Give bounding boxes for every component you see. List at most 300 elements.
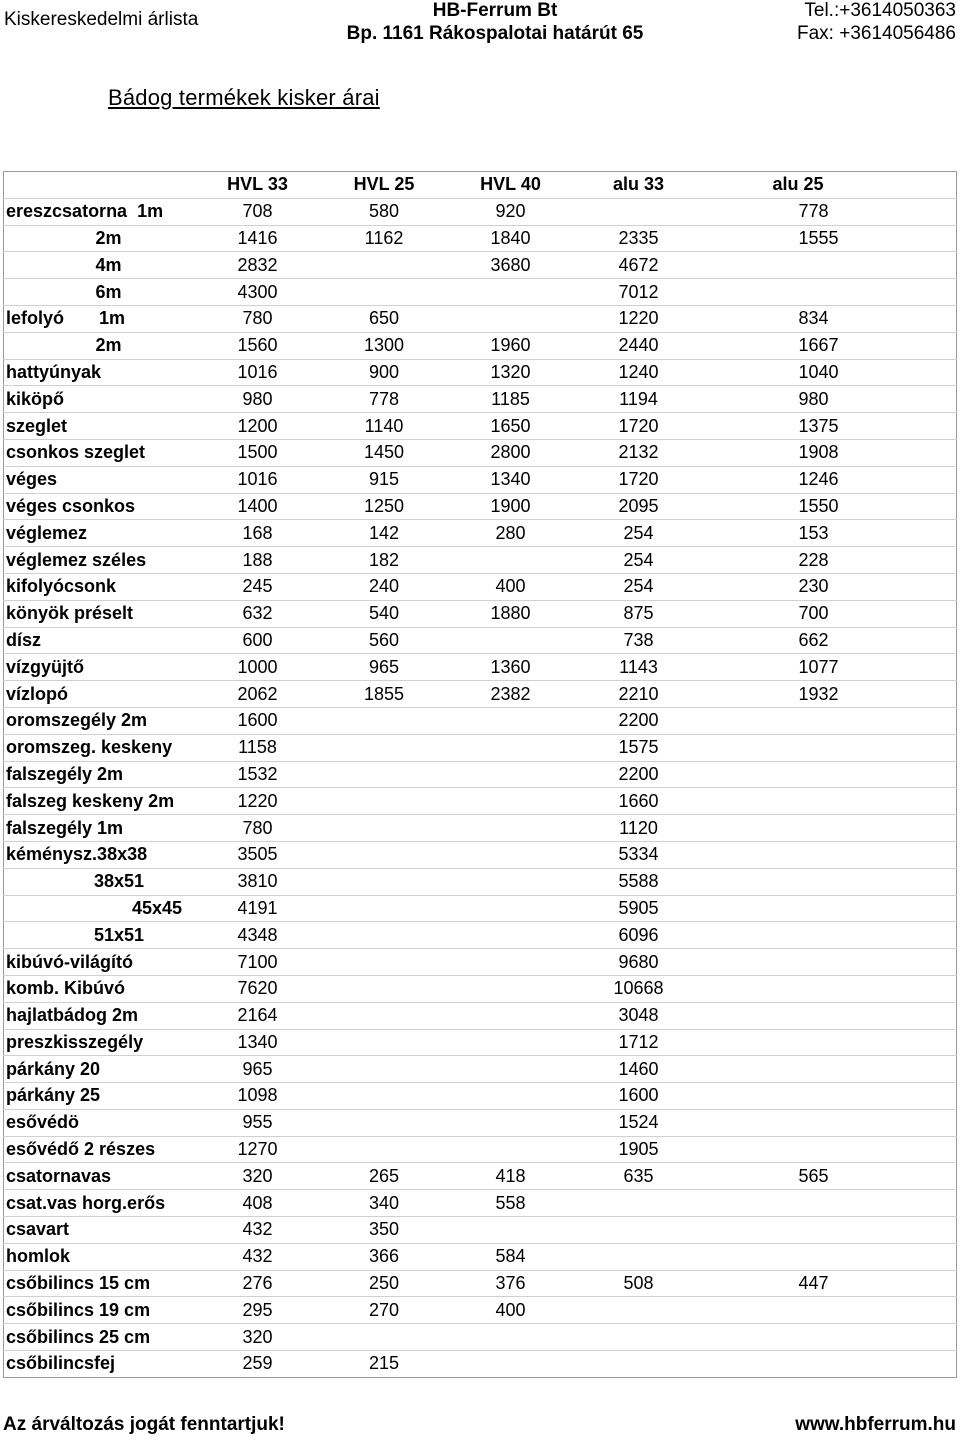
price-cell: 1098 (194, 1083, 322, 1110)
table-row (4, 1324, 957, 1351)
price-cell (703, 1243, 957, 1270)
row-label: véglemez (4, 520, 194, 547)
price-cell: 1500 (194, 439, 322, 466)
price-cell: 3048 (575, 1002, 703, 1029)
table-row (4, 413, 957, 440)
price-cell: 6096 (575, 922, 703, 949)
price-cell (447, 949, 575, 976)
price-cell: 432 (194, 1217, 322, 1244)
row-label: csőbilincsfej (4, 1351, 194, 1378)
price-cell: 965 (194, 1056, 322, 1083)
row-label: véglemez széles (4, 547, 194, 574)
price-cell: 2132 (575, 439, 703, 466)
price-cell (447, 1083, 575, 1110)
table-row (4, 788, 957, 815)
price-cell: 780 (194, 815, 322, 842)
price-cell: 738 (575, 627, 703, 654)
price-cell: 4300 (194, 279, 322, 306)
table-row (4, 895, 957, 922)
table-row (4, 466, 957, 493)
price-cell: 2832 (194, 252, 322, 279)
price-cell: 2382 (447, 681, 575, 708)
price-cell (703, 1190, 957, 1217)
price-cell: 1650 (447, 413, 575, 440)
price-cell: 1077 (703, 654, 957, 681)
price-cell: 1600 (194, 707, 322, 734)
table-row (4, 1243, 957, 1270)
price-cell (703, 868, 957, 895)
price-cell: 875 (575, 600, 703, 627)
company-phone: Tel.:+3614050363 (804, 0, 956, 21)
price-cell (703, 841, 957, 868)
price-cell: 1450 (322, 439, 447, 466)
row-label: lefolyó 1m (4, 305, 194, 332)
table-row (4, 279, 957, 306)
price-cell (703, 1002, 957, 1029)
price-cell: 10668 (575, 975, 703, 1002)
price-cell: 965 (322, 654, 447, 681)
table-header-row (4, 172, 957, 199)
price-cell: 1162 (322, 225, 447, 252)
table-row (4, 198, 957, 225)
table-row (4, 547, 957, 574)
row-label: 45x45 (4, 895, 194, 922)
price-cell (703, 707, 957, 734)
row-label: esővédő 2 részes (4, 1136, 194, 1163)
table-row (4, 1136, 957, 1163)
price-cell: 280 (447, 520, 575, 547)
price-cell (322, 788, 447, 815)
price-cell (703, 922, 957, 949)
price-cell: 1040 (703, 359, 957, 386)
price-cell: 153 (703, 520, 957, 547)
price-cell: 447 (703, 1270, 957, 1297)
price-cell: 650 (322, 305, 447, 332)
price-cell (575, 1217, 703, 1244)
row-label: ereszcsatorna 1m (4, 198, 194, 225)
price-cell: 1908 (703, 439, 957, 466)
table-row (4, 681, 957, 708)
table-row (4, 1190, 957, 1217)
price-cell: 1140 (322, 413, 447, 440)
price-cell: 418 (447, 1163, 575, 1190)
price-cell: 2800 (447, 439, 575, 466)
price-cell (322, 1029, 447, 1056)
table-row (4, 654, 957, 681)
table-row (4, 868, 957, 895)
table-row (4, 1217, 957, 1244)
price-cell: 142 (322, 520, 447, 547)
price-cell: 1016 (194, 359, 322, 386)
price-cell: 920 (447, 198, 575, 225)
price-cell: 1240 (575, 359, 703, 386)
price-cell: 1524 (575, 1109, 703, 1136)
price-cell: 2210 (575, 681, 703, 708)
price-cell: 2200 (575, 707, 703, 734)
price-cell (703, 1324, 957, 1351)
table-row (4, 1029, 957, 1056)
price-cell (575, 1324, 703, 1351)
price-cell (703, 252, 957, 279)
column-header: alu 33 (575, 172, 703, 199)
page-header (0, 0, 960, 52)
price-cell: 1712 (575, 1029, 703, 1056)
row-label: csonkos szeglet (4, 439, 194, 466)
footer-website-link[interactable]: www.hbferrum.hu (795, 1414, 956, 1435)
price-cell: 254 (575, 547, 703, 574)
row-label: 6m (4, 279, 194, 306)
price-cell (703, 1351, 957, 1378)
price-cell (703, 788, 957, 815)
price-cell: 7100 (194, 949, 322, 976)
table-row (4, 573, 957, 600)
price-cell: 662 (703, 627, 957, 654)
price-cell (322, 841, 447, 868)
row-label: kéménysz.38x38 (4, 841, 194, 868)
row-label: könyök préselt (4, 600, 194, 627)
price-cell: 259 (194, 1351, 322, 1378)
price-cell: 1185 (447, 386, 575, 413)
price-cell: 708 (194, 198, 322, 225)
row-label: csőbilincs 25 cm (4, 1324, 194, 1351)
price-cell (447, 1217, 575, 1244)
column-header: HVL 33 (194, 172, 322, 199)
price-cell (703, 279, 957, 306)
price-cell: 780 (194, 305, 322, 332)
row-label: kiköpő (4, 386, 194, 413)
price-cell: 1143 (575, 654, 703, 681)
price-cell: 700 (703, 600, 957, 627)
price-cell: 580 (322, 198, 447, 225)
table-row (4, 1270, 957, 1297)
price-cell (322, 975, 447, 1002)
price-cell (447, 868, 575, 895)
price-cell: 276 (194, 1270, 322, 1297)
price-cell: 4672 (575, 252, 703, 279)
price-cell: 600 (194, 627, 322, 654)
row-label: 51x51 (4, 922, 194, 949)
row-label: vízgyüjtő (4, 654, 194, 681)
column-header (4, 172, 194, 199)
row-label: csőbilincs 19 cm (4, 1297, 194, 1324)
price-cell: 1720 (575, 466, 703, 493)
table-row (4, 1297, 957, 1324)
price-table-body (4, 198, 957, 1377)
price-cell: 1200 (194, 413, 322, 440)
company-fax: Fax: +3614056486 (797, 23, 956, 44)
price-cell (447, 279, 575, 306)
price-cell (703, 949, 957, 976)
row-label: csavart (4, 1217, 194, 1244)
row-label: dísz (4, 627, 194, 654)
table-row (4, 493, 957, 520)
price-cell (447, 761, 575, 788)
price-cell: 1000 (194, 654, 322, 681)
price-cell: 1194 (575, 386, 703, 413)
price-cell (322, 815, 447, 842)
price-cell: 254 (575, 520, 703, 547)
row-label: 2m (4, 225, 194, 252)
price-cell: 1400 (194, 493, 322, 520)
price-cell (703, 761, 957, 788)
price-cell (575, 1351, 703, 1378)
price-cell: 1555 (703, 225, 957, 252)
price-cell: 366 (322, 1243, 447, 1270)
row-label: oromszeg. keskeny (4, 734, 194, 761)
price-cell: 1575 (575, 734, 703, 761)
price-cell (447, 1136, 575, 1163)
table-row (4, 305, 957, 332)
table-row (4, 1056, 957, 1083)
price-cell: 320 (194, 1324, 322, 1351)
price-cell: 1016 (194, 466, 322, 493)
row-label: esővédö (4, 1109, 194, 1136)
price-cell: 400 (447, 1297, 575, 1324)
price-cell (447, 1109, 575, 1136)
price-cell: 915 (322, 466, 447, 493)
price-cell: 1600 (575, 1083, 703, 1110)
table-row (4, 600, 957, 627)
price-cell: 350 (322, 1217, 447, 1244)
page-title: Bádog termékek kisker árai (108, 85, 380, 110)
price-cell (447, 1351, 575, 1378)
price-cell (703, 815, 957, 842)
price-cell: 3505 (194, 841, 322, 868)
price-cell: 228 (703, 547, 957, 574)
price-cell: 1660 (575, 788, 703, 815)
price-cell: 1960 (447, 332, 575, 359)
price-cell: 1532 (194, 761, 322, 788)
price-cell (447, 815, 575, 842)
price-cell: 2095 (575, 493, 703, 520)
price-cell: 1880 (447, 600, 575, 627)
price-cell (447, 734, 575, 761)
price-cell (447, 547, 575, 574)
price-cell: 3810 (194, 868, 322, 895)
price-cell: 1220 (575, 305, 703, 332)
price-cell (447, 1324, 575, 1351)
row-label: kifolyócsonk (4, 573, 194, 600)
price-cell (322, 734, 447, 761)
price-cell (322, 922, 447, 949)
price-cell: 1560 (194, 332, 322, 359)
price-cell (447, 1002, 575, 1029)
price-list-type: Kiskereskedelmi árlista (4, 9, 199, 30)
price-table (3, 171, 957, 1378)
price-cell (703, 734, 957, 761)
price-cell: 1900 (447, 493, 575, 520)
table-row (4, 225, 957, 252)
price-cell: 1246 (703, 466, 957, 493)
table-row (4, 359, 957, 386)
price-cell: 250 (322, 1270, 447, 1297)
price-cell (447, 788, 575, 815)
price-cell: 1158 (194, 734, 322, 761)
company-name: HB-Ferrum Bt (432, 0, 558, 21)
row-label: párkány 25 (4, 1083, 194, 1110)
column-header: HVL 25 (322, 172, 447, 199)
price-cell: 980 (194, 386, 322, 413)
price-cell: 1300 (322, 332, 447, 359)
price-cell: 1550 (703, 493, 957, 520)
price-cell (322, 279, 447, 306)
price-cell: 254 (575, 573, 703, 600)
price-cell: 2335 (575, 225, 703, 252)
price-cell: 1220 (194, 788, 322, 815)
price-cell (322, 707, 447, 734)
price-cell: 632 (194, 600, 322, 627)
price-cell: 215 (322, 1351, 447, 1378)
row-label: preszkisszegély (4, 1029, 194, 1056)
row-label: komb. Kibúvó (4, 975, 194, 1002)
row-label: falszeg keskeny 2m (4, 788, 194, 815)
price-cell (447, 1029, 575, 1056)
price-cell: 955 (194, 1109, 322, 1136)
price-cell (575, 1190, 703, 1217)
table-row (4, 949, 957, 976)
column-header: alu 25 (703, 172, 957, 199)
price-cell: 1375 (703, 413, 957, 440)
price-cell (322, 1324, 447, 1351)
price-cell: 558 (447, 1190, 575, 1217)
row-label: vízlopó (4, 681, 194, 708)
table-row (4, 1351, 957, 1378)
price-cell (322, 1136, 447, 1163)
row-label: véges csonkos (4, 493, 194, 520)
price-cell (322, 949, 447, 976)
price-cell: 295 (194, 1297, 322, 1324)
price-cell: 5588 (575, 868, 703, 895)
price-cell (322, 1109, 447, 1136)
price-cell (575, 198, 703, 225)
price-cell: 5905 (575, 895, 703, 922)
row-label: 38x51 (4, 868, 194, 895)
price-cell: 4191 (194, 895, 322, 922)
table-row (4, 1109, 957, 1136)
price-cell: 320 (194, 1163, 322, 1190)
table-row (4, 1083, 957, 1110)
price-cell (322, 868, 447, 895)
price-cell (703, 975, 957, 1002)
price-cell: 3680 (447, 252, 575, 279)
table-row (4, 734, 957, 761)
row-label: falszegély 2m (4, 761, 194, 788)
price-cell: 1250 (322, 493, 447, 520)
price-cell (575, 1243, 703, 1270)
table-row (4, 922, 957, 949)
price-cell: 2062 (194, 681, 322, 708)
table-row (4, 1163, 957, 1190)
table-row (4, 707, 957, 734)
price-cell: 1340 (447, 466, 575, 493)
price-cell (703, 1083, 957, 1110)
price-cell: 168 (194, 520, 322, 547)
price-cell (447, 895, 575, 922)
price-cell: 188 (194, 547, 322, 574)
price-cell: 7012 (575, 279, 703, 306)
price-cell (447, 627, 575, 654)
row-label: 4m (4, 252, 194, 279)
price-cell: 5334 (575, 841, 703, 868)
price-cell: 584 (447, 1243, 575, 1270)
price-cell (575, 1297, 703, 1324)
row-label: csat.vas horg.erős (4, 1190, 194, 1217)
price-cell (322, 761, 447, 788)
price-cell: 340 (322, 1190, 447, 1217)
row-label: csőbilincs 15 cm (4, 1270, 194, 1297)
price-cell: 400 (447, 573, 575, 600)
price-cell: 1855 (322, 681, 447, 708)
price-cell (322, 1002, 447, 1029)
table-row (4, 841, 957, 868)
table-row (4, 761, 957, 788)
price-cell: 2164 (194, 1002, 322, 1029)
price-cell: 1416 (194, 225, 322, 252)
price-cell: 1667 (703, 332, 957, 359)
price-cell (703, 1217, 957, 1244)
row-label: kibúvó-világító (4, 949, 194, 976)
price-cell: 245 (194, 573, 322, 600)
price-cell (703, 1029, 957, 1056)
price-cell: 1270 (194, 1136, 322, 1163)
price-cell: 270 (322, 1297, 447, 1324)
price-cell (703, 1136, 957, 1163)
price-cell: 4348 (194, 922, 322, 949)
price-cell: 240 (322, 573, 447, 600)
price-cell: 778 (703, 198, 957, 225)
price-cell: 834 (703, 305, 957, 332)
price-cell (447, 975, 575, 1002)
price-cell: 635 (575, 1163, 703, 1190)
price-cell (322, 895, 447, 922)
row-label: homlok (4, 1243, 194, 1270)
price-cell: 1360 (447, 654, 575, 681)
price-cell (703, 1297, 957, 1324)
price-cell (447, 305, 575, 332)
price-cell: 540 (322, 600, 447, 627)
table-row (4, 627, 957, 654)
price-cell: 1905 (575, 1136, 703, 1163)
price-cell: 1320 (447, 359, 575, 386)
company-address: Bp. 1161 Rákospalotai határút 65 (346, 23, 644, 44)
price-cell (447, 707, 575, 734)
price-cell: 900 (322, 359, 447, 386)
table-row (4, 386, 957, 413)
price-cell: 565 (703, 1163, 957, 1190)
price-cell: 2440 (575, 332, 703, 359)
price-cell (322, 252, 447, 279)
table-row (4, 975, 957, 1002)
price-cell: 1932 (703, 681, 957, 708)
footer-disclaimer: Az árváltozás jogát fenntartjuk! (3, 1414, 285, 1435)
row-label: szeglet (4, 413, 194, 440)
price-cell: 408 (194, 1190, 322, 1217)
price-cell: 560 (322, 627, 447, 654)
price-cell: 778 (322, 386, 447, 413)
row-label: oromszegély 2m (4, 707, 194, 734)
price-cell (447, 922, 575, 949)
table-row (4, 252, 957, 279)
price-cell: 1460 (575, 1056, 703, 1083)
row-label: véges (4, 466, 194, 493)
price-cell (322, 1056, 447, 1083)
row-label: csatornavas (4, 1163, 194, 1190)
price-cell: 9680 (575, 949, 703, 976)
price-cell: 980 (703, 386, 957, 413)
price-cell: 2200 (575, 761, 703, 788)
price-cell (703, 1056, 957, 1083)
price-cell: 1120 (575, 815, 703, 842)
